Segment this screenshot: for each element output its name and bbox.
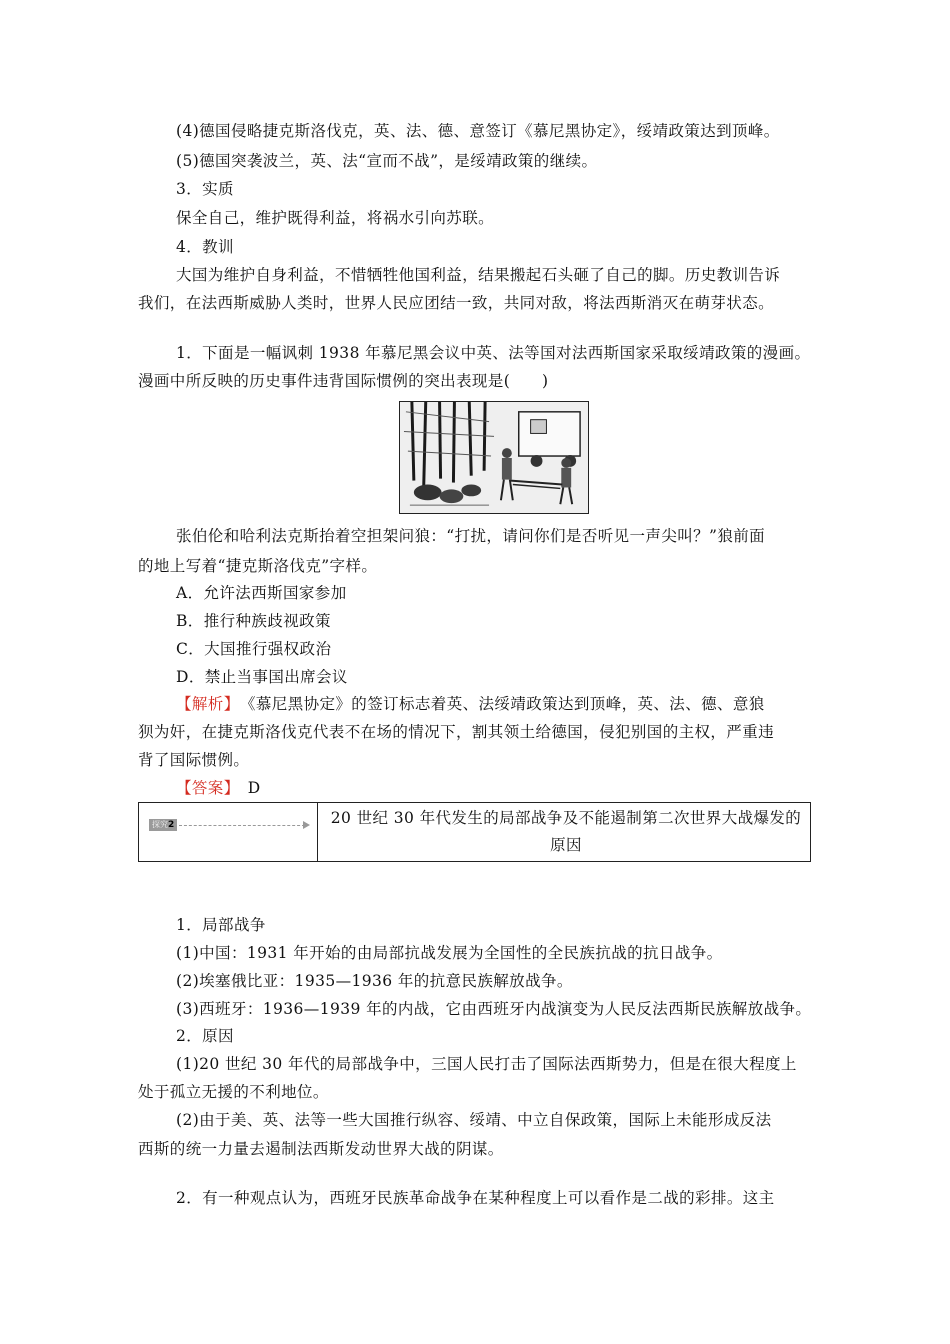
cartoon-drawing — [400, 402, 588, 513]
local-war-ethiopia: (2)埃塞俄比亚：1935—1936 年的抗意民族解放战争。 — [176, 972, 573, 990]
option-d: D．禁止当事国出席会议 — [176, 668, 348, 686]
explore-badge-number: 2 — [168, 820, 175, 830]
cartoon-caption-line-1: 张伯伦和哈利法克斯抬着空担架问狼：“打扰，请问你们是否听见一声尖叫？”狼前面 — [176, 527, 766, 545]
question-1-stem-line-1: 1．下面是一幅讽刺 1938 年慕尼黑会议中英、法等国对法西斯国家采取绥靖政策的漫画。 — [176, 344, 811, 362]
reasons-heading: 2．原因 — [176, 1027, 234, 1045]
reason-1-line-1: (1)20 世纪 30 年代的局部战争中，三国人民打击了国际法西斯势力，但是在很大程度上 — [176, 1055, 797, 1073]
lesson-text-line-1: 大国为维护自身利益，不惜牺牲他国利益，结果搬起石头砸了自己的脚。历史教训告诉 — [176, 266, 781, 284]
explore-2-title: 20 世纪 30 年代发生的局部战争及不能遏制第二次世界大战爆发的原因 — [330, 809, 802, 854]
analysis-text-line-3: 背了国际惯例。 — [138, 751, 250, 769]
option-c: C．大国推行强权政治 — [176, 640, 332, 658]
reason-1-line-2: 处于孤立无援的不利地位。 — [138, 1083, 329, 1101]
lesson-heading: 4．教训 — [176, 238, 234, 256]
analysis-paragraph-line-1 — [176, 694, 765, 714]
question-2-stem-line-1: 2．有一种观点认为，西班牙民族革命战争在某种程度上可以看作是二战的彩排。这主 — [176, 1189, 775, 1207]
explore-badge: 探究2 — [149, 819, 177, 831]
lesson-text-line-2: 我们，在法西斯威胁人类时，世界人民应团结一致，共同对敌，将法西斯消灭在萌芽状态。 — [138, 294, 775, 312]
cartoon-caption-line-2: 的地上写着“捷克斯洛伐克”字样。 — [138, 557, 378, 575]
analysis-text-line-1: 《慕尼黑协定》的签订标志着英、法绥靖政策达到顶峰，英、法、德、意狼 — [231, 695, 765, 713]
policy-step-4: (4)德国侵略捷克斯洛伐克，英、法、德、意签订《慕尼黑协定》，绥靖政策达到顶峰。 — [176, 122, 780, 140]
analysis-text-line-2: 狈为奸，在捷克斯洛伐克代表不在场的情况下，割其领土给德国，侵犯别国的主权，严重违 — [138, 723, 775, 741]
essence-heading: 3．实质 — [176, 180, 234, 198]
local-war-china: (1)中国：1931 年开始的由局部抗战发展为全国性的全民族抗战的抗日战争。 — [176, 944, 723, 962]
local-war-spain: (3)西班牙：1936—1939 年的内战，它由西班牙内战演变为人民反法西斯民族解放战争。 — [176, 1000, 812, 1018]
analysis-label: 【解析】 — [176, 695, 232, 713]
option-b: B．推行种族歧视政策 — [176, 612, 331, 630]
box-divider — [317, 803, 318, 861]
answer-value: D — [231, 779, 261, 797]
arrow-line — [179, 825, 305, 826]
local-wars-heading: 1．局部战争 — [176, 916, 266, 934]
policy-step-5: (5)德国突袭波兰，英、法“宣而不战”，是绥靖政策的继续。 — [176, 152, 598, 170]
question-1-stem-line-2: 漫画中所反映的历史事件违背国际惯例的突出表现是( ) — [138, 372, 549, 390]
reason-2-line-2: 西斯的统一力量去遏制法西斯发动世界大战的阴谋。 — [138, 1140, 504, 1158]
satirical-cartoon-image — [399, 401, 589, 514]
essence-text: 保全自己，维护既得利益，将祸水引向苏联。 — [176, 209, 495, 227]
answer-label: 【答案】 — [176, 779, 232, 797]
explore-2-heading-box — [138, 802, 811, 862]
arrow-right-icon — [303, 821, 310, 829]
option-a: A．允许法西斯国家参加 — [176, 584, 347, 602]
reason-2-line-1: (2)由于美、英、法等一些大国推行纵容、绥靖、中立自保政策，国际上未能形成反法 — [176, 1111, 772, 1129]
answer-line — [176, 778, 261, 798]
